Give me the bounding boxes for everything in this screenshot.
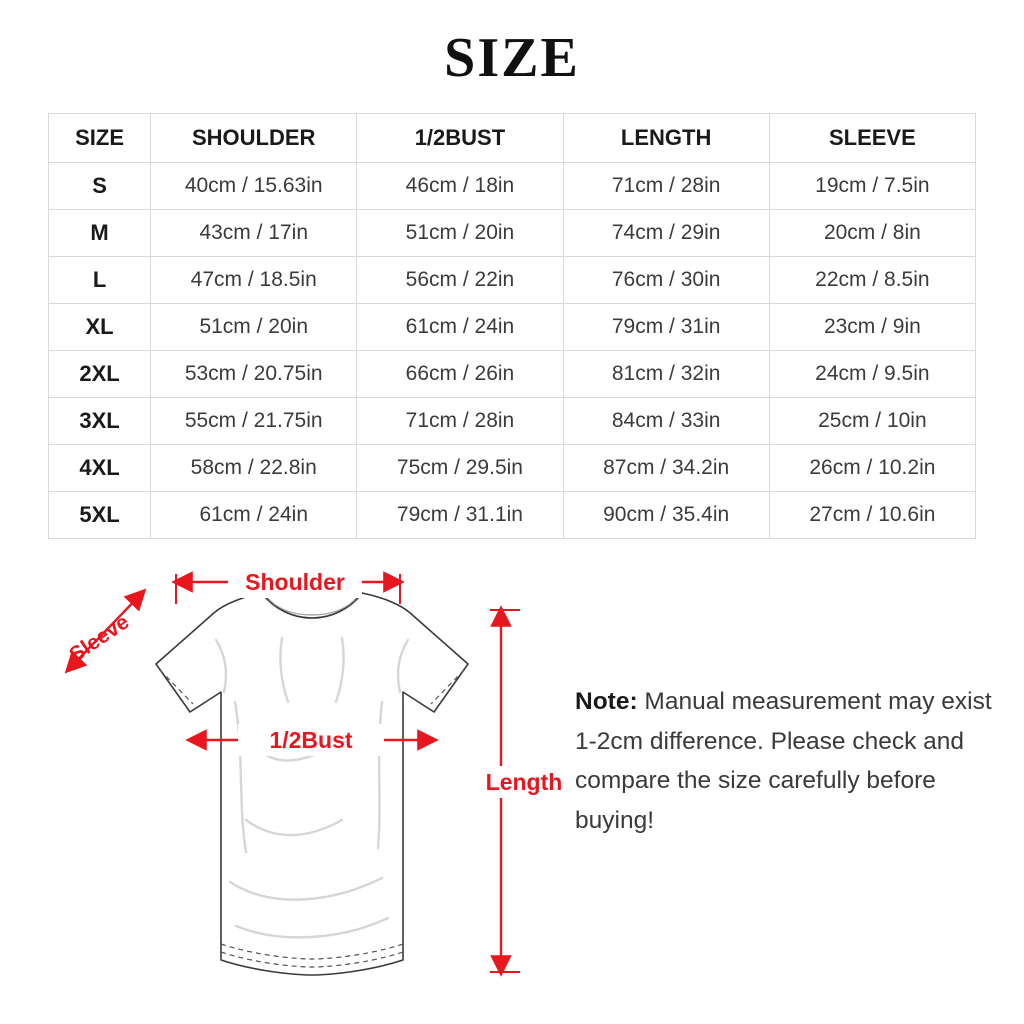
cell-shoulder: 43cm / 17in — [151, 210, 357, 257]
cell-bust: 61cm / 24in — [357, 304, 563, 351]
cell-length: 76cm / 30in — [563, 257, 769, 304]
cell-bust: 56cm / 22in — [357, 257, 563, 304]
length-label: Length — [485, 769, 563, 795]
cell-size: L — [49, 257, 151, 304]
cell-length: 90cm / 35.4in — [563, 492, 769, 539]
measurement-diagram — [30, 552, 590, 1012]
cell-shoulder: 40cm / 15.63in — [151, 163, 357, 210]
measurement-note — [575, 682, 995, 841]
table-row — [49, 351, 976, 398]
cell-bust: 46cm / 18in — [357, 163, 563, 210]
cell-sleeve: 26cm / 10.2in — [769, 445, 975, 492]
cell-sleeve: 25cm / 10in — [769, 398, 975, 445]
cell-size: S — [49, 163, 151, 210]
table-row — [49, 445, 976, 492]
size-chart-table — [48, 113, 976, 539]
cell-sleeve: 23cm / 9in — [769, 304, 975, 351]
table-row — [49, 398, 976, 445]
column-header-shoulder: SHOULDER — [151, 114, 357, 163]
sleeve-label: Sleeve — [65, 610, 134, 667]
cell-size: M — [49, 210, 151, 257]
cell-length: 87cm / 34.2in — [563, 445, 769, 492]
tshirt-illustration — [156, 582, 468, 975]
cell-shoulder: 58cm / 22.8in — [151, 445, 357, 492]
cell-shoulder: 53cm / 20.75in — [151, 351, 357, 398]
cell-length: 84cm / 33in — [563, 398, 769, 445]
shoulder-label: Shoulder — [245, 569, 345, 595]
cell-length: 79cm / 31in — [563, 304, 769, 351]
cell-bust: 75cm / 29.5in — [357, 445, 563, 492]
cell-sleeve: 24cm / 9.5in — [769, 351, 975, 398]
cell-length: 81cm / 32in — [563, 351, 769, 398]
note-label: Note: — [575, 688, 638, 715]
table-header-row — [49, 114, 976, 163]
bust-label: 1/2Bust — [269, 727, 353, 753]
cell-length: 74cm / 29in — [563, 210, 769, 257]
table-row — [49, 257, 976, 304]
cell-size: XL — [49, 304, 151, 351]
cell-bust: 79cm / 31.1in — [357, 492, 563, 539]
cell-bust: 71cm / 28in — [357, 398, 563, 445]
table-row — [49, 163, 976, 210]
page-title: SIZE — [444, 27, 580, 89]
cell-sleeve: 19cm / 7.5in — [769, 163, 975, 210]
cell-shoulder: 51cm / 20in — [151, 304, 357, 351]
cell-size: 3XL — [49, 398, 151, 445]
cell-size: 5XL — [49, 492, 151, 539]
cell-size: 4XL — [49, 445, 151, 492]
cell-shoulder: 47cm / 18.5in — [151, 257, 357, 304]
cell-shoulder: 55cm / 21.75in — [151, 398, 357, 445]
column-header-sleeve: SLEEVE — [769, 114, 975, 163]
column-header-bust: 1/2BUST — [357, 114, 563, 163]
note-text: Manual measurement may exist 1-2cm difference. Please check and compare the size carefully before buying! — [575, 688, 992, 835]
cell-size: 2XL — [49, 351, 151, 398]
table-row — [49, 304, 976, 351]
column-header-size: SIZE — [49, 114, 151, 163]
cell-length: 71cm / 28in — [563, 163, 769, 210]
cell-sleeve: 20cm / 8in — [769, 210, 975, 257]
table-row — [49, 492, 976, 539]
cell-bust: 51cm / 20in — [357, 210, 563, 257]
cell-shoulder: 61cm / 24in — [151, 492, 357, 539]
table-row — [49, 210, 976, 257]
cell-sleeve: 27cm / 10.6in — [769, 492, 975, 539]
cell-bust: 66cm / 26in — [357, 351, 563, 398]
cell-sleeve: 22cm / 8.5in — [769, 257, 975, 304]
column-header-length: LENGTH — [563, 114, 769, 163]
